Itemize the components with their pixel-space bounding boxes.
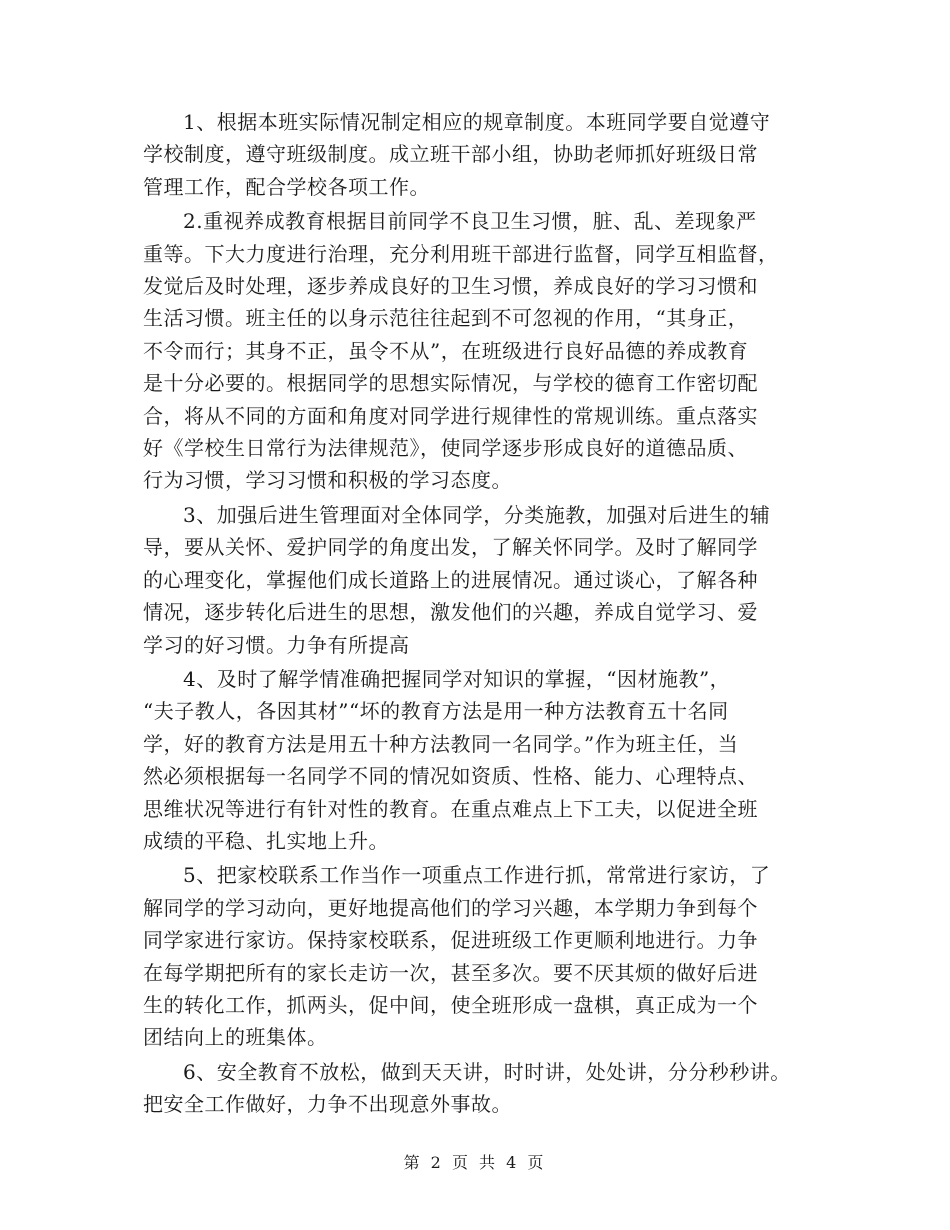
paragraph-1: [143, 106, 823, 203]
paragraph-line: 同学家进行家访。保持家校联系，促进班级工作更顺利地进行。力争: [143, 928, 758, 953]
paragraph-line: 把安全工作做好，力争不出现意外事故。: [143, 1092, 512, 1117]
paragraph-line: 导，要从关怀、爱护同学的角度出发，了解关怀同学。及时了解同学: [143, 535, 758, 560]
paragraph-line: 6、安全教育不放松，做到天天讲，时时讲，处处讲，分分秒秒讲。: [183, 1059, 791, 1084]
paragraph-line: 的心理变化，掌握他们成长道路上的进展情况。通过谈心，了解各种: [143, 567, 758, 592]
paragraph-line: 情况，逐步转化后进生的思想，激发他们的兴趣，养成自觉学习、爱: [143, 600, 758, 625]
paragraph-2: [143, 205, 823, 497]
paragraph-6: [143, 1056, 823, 1121]
paragraph-line: 生活习惯。班主任的以身示范往往起到不可忽视的作用，“其身正，: [143, 306, 749, 331]
paragraph-line: 5、把家校联系工作当作一项重点工作进行抓，常常进行家访，了: [183, 863, 771, 888]
paragraph-line: 学习的好习惯。力争有所提高: [143, 632, 410, 657]
paragraph-line: 思维状况等进行有针对性的教育。在重点难点上下工夫，以促进全班: [143, 796, 758, 821]
paragraph-line: 重等。下大力度进行治理，充分利用班干部进行监督，同学互相监督，: [143, 241, 779, 266]
paragraph-line: 学校制度，遵守班级制度。成立班干部小组，协助老师抓好班级日常: [143, 142, 758, 167]
paragraph-line: 管理工作，配合学校各项工作。: [143, 174, 430, 199]
paragraph-line: 然必须根据每一名同学不同的情况如资质、性格、能力、心理特点、: [143, 764, 758, 789]
paragraph-line: 成绩的平稳、扎实地上升。: [143, 828, 389, 853]
page-number-footer: 第 2 页 共 4 页: [403, 1153, 547, 1172]
paragraph-line: 3、加强后进生管理面对全体同学，分类施教，加强对后进生的辅: [183, 502, 771, 527]
paragraph-line: 在每学期把所有的家长走访一次，甚至多次。要不厌其烦的做好后进: [143, 960, 758, 985]
paragraph-line: 合，将从不同的方面和角度对同学进行规律性的常规训练。重点落实: [143, 403, 758, 428]
paragraph-line: 解同学的学习动向，更好地提高他们的学习兴趣，本学期力争到每个: [143, 895, 758, 920]
paragraph-4: [143, 663, 823, 857]
paragraph-line: 生的转化工作，抓两头，促中间，使全班形成一盘棋，真正成为一个: [143, 992, 758, 1017]
paragraph-line: 是十分必要的。根据同学的思想实际情况，与学校的德育工作密切配: [143, 371, 758, 396]
paragraph-line: 学，好的教育方法是用五十种方法教同一名同学。”作为班主任，当: [143, 731, 739, 756]
paragraph-line: 1、根据本班实际情况制定相应的规章制度。本班同学要自觉遵守: [183, 110, 771, 134]
paragraph-line: 2.重视养成教育根据目前同学不良卫生习惯，脏、乱、差现象严: [183, 209, 757, 234]
paragraph-3: [143, 499, 823, 661]
document-body: [143, 106, 823, 1123]
paragraph-line: 4、及时了解学情准确把握同学对知识的掌握，“因材施教”，: [183, 666, 731, 691]
paragraph-line: “夫子教人，各因其材”“坏的教育方法是用一种方法教育五十名同: [143, 699, 729, 724]
paragraph-line: 好《学校生日常行为法律规范》，使同学逐步形成良好的道德品质、: [143, 436, 748, 461]
paragraph-line: 不令而行；其身不正，虽令不从”，在班级进行良好品德的养成教育: [143, 338, 749, 363]
paragraph-line: 行为习惯，学习习惯和积极的学习态度。: [143, 468, 512, 493]
paragraph-5: [143, 859, 823, 1053]
paragraph-line: 团结向上的班集体。: [143, 1025, 328, 1050]
paragraph-line: 发觉后及时处理，逐步养成良好的卫生习惯，养成良好的学习习惯和: [143, 274, 758, 299]
